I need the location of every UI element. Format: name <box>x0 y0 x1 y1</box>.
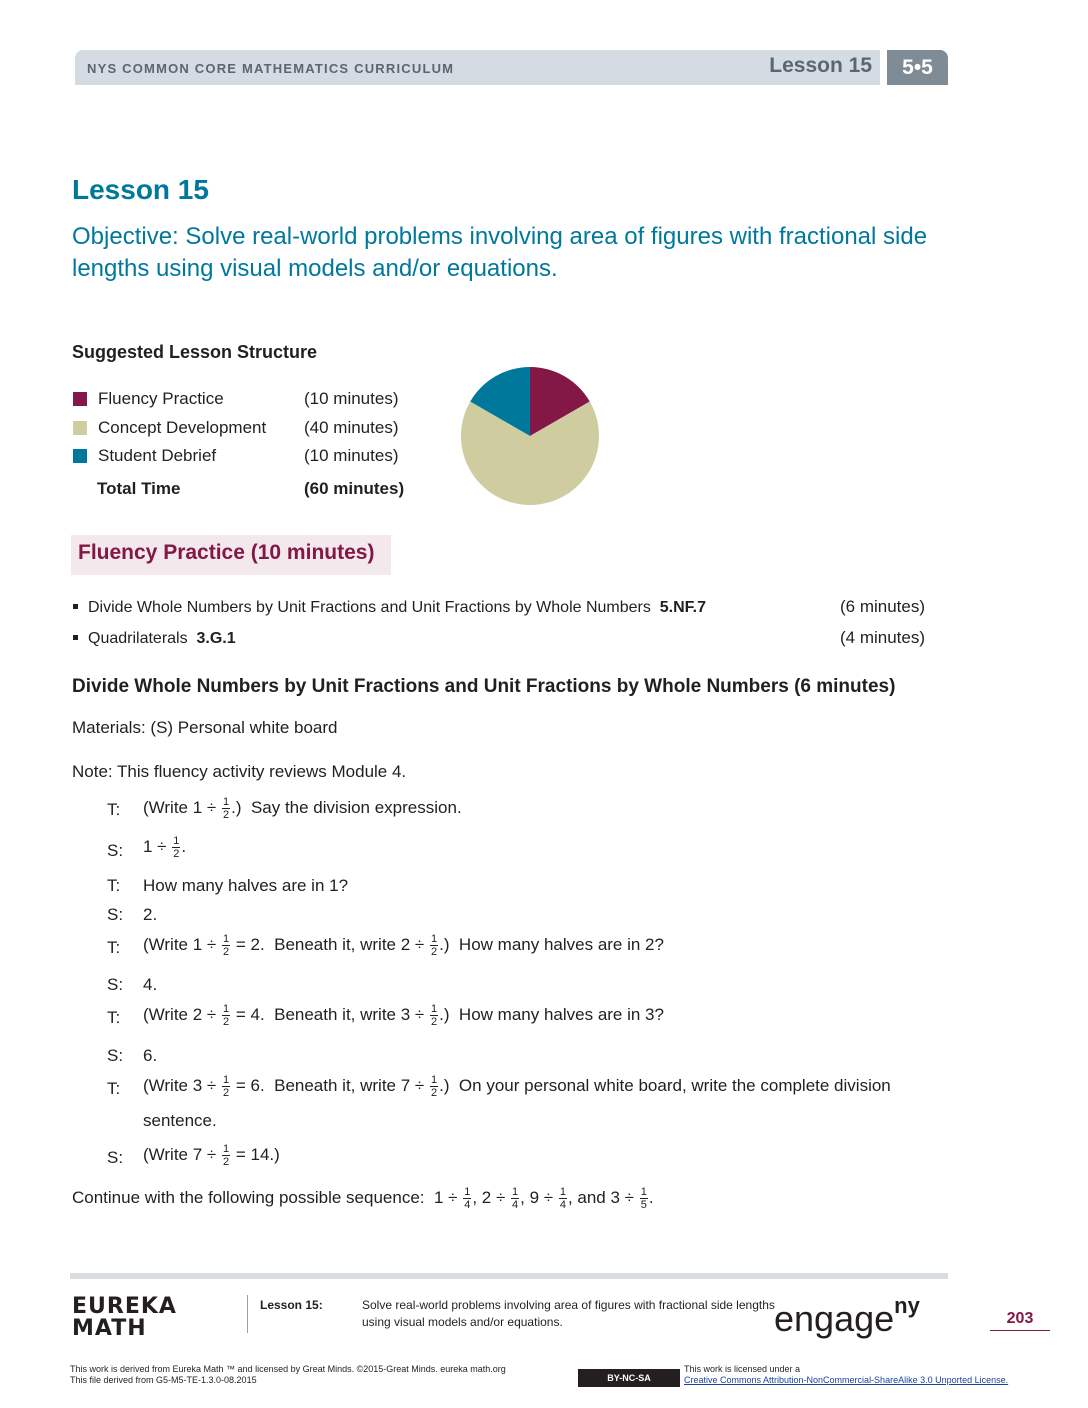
engageny-logo <box>774 1293 920 1340</box>
speaker-label: T: <box>107 876 121 895</box>
eureka-math-logo <box>72 1296 177 1340</box>
engage-sup: ny <box>894 1293 920 1318</box>
speaker-label: S: <box>107 975 124 994</box>
dialogue-line-continued: sentence. <box>143 1111 217 1130</box>
fluency-bullet <box>73 629 236 649</box>
total-time-label: Total Time <box>97 479 181 498</box>
speaker-label: S: <box>107 841 124 860</box>
dialogue-line: (Write 1 ÷ $\frac{1}{2}$ = 2. Beneath it, write 2 ÷ $\frac{1}{2}$ .) How many halves are in 2? <box>143 933 664 958</box>
dialogue-line: (Write 7 ÷ $\frac{1}{2}$ = 14.) <box>143 1143 280 1168</box>
bullet-text: Quadrilaterals <box>88 630 188 647</box>
bullet-minutes: (6 minutes) <box>840 597 926 616</box>
legend-swatch <box>73 449 87 463</box>
dialogue-line: How many halves are in 1? <box>143 876 349 895</box>
continue-text: Continue with the following possible sequence: <box>72 1187 425 1207</box>
dialogue-line: 2. <box>143 905 158 924</box>
footer-vertical-divider <box>247 1295 248 1333</box>
page-number: 203 <box>1006 1310 1034 1327</box>
continue-sequence: Continue with the following possible sequence: 1 ÷ $\frac{1}{4}$ , 2 ÷ $\frac{1}{4}$ , 9 ÷ $\frac{1}{4}$ , and 3 ÷ $\frac{1}{5}$ . <box>72 1186 654 1211</box>
page-number-underline <box>990 1330 1050 1331</box>
dialogue-line: 4. <box>143 975 158 994</box>
speaker-label: S: <box>107 1148 124 1167</box>
license-cc <box>684 1364 1008 1386</box>
structure-title: Suggested Lesson Structure <box>72 342 318 362</box>
engage-text: engage <box>774 1298 895 1339</box>
speaker-label: S: <box>107 1046 124 1065</box>
footer-lesson-label: Lesson 15: <box>260 1298 323 1312</box>
speaker-label: T: <box>107 938 121 957</box>
legend-label: Concept Development <box>98 418 267 437</box>
license-derived <box>70 1364 506 1386</box>
logo-line-1: EUREKA <box>72 1294 177 1319</box>
legend-minutes: (10 minutes) <box>304 389 399 408</box>
legend-minutes: (40 minutes) <box>304 418 399 437</box>
footer-lesson-objective: Solve real-world problems involving area of figures with fractional side lengths using visual models and/or equations. <box>362 1298 775 1329</box>
dialogue-line: 1 ÷ $\frac{1}{2}$ . <box>143 835 187 860</box>
legend-swatch <box>73 392 87 406</box>
objective: Objective: Solve real-world problems involving area of figures with fractional side lengths using visual models and/or equations. <box>72 223 928 282</box>
legend-label: Fluency Practice <box>98 389 224 408</box>
speaker-label: T: <box>107 1008 121 1027</box>
dialogue-line: (Write 2 ÷ $\frac{1}{2}$ = 4. Beneath it, write 3 ÷ $\frac{1}{2}$ .) How many halves are in 3? <box>143 1003 664 1028</box>
logo-line-2: MATH <box>72 1316 147 1341</box>
note: Note: This fluency activity reviews Module 4. <box>72 762 407 781</box>
license-line: This work is licensed under a <box>684 1364 801 1374</box>
cc-license-badge: BY-NC-SA <box>578 1369 680 1387</box>
fluency-heading: Fluency Practice (10 minutes) <box>78 541 375 564</box>
lesson-structure-pie-chart <box>457 363 603 509</box>
bullet-icon <box>73 604 78 609</box>
fluency-bullet <box>73 598 706 618</box>
bullet-icon <box>73 635 78 640</box>
dialogue-line: (Write 1 ÷ $\frac{1}{2}$ .) Say the division expression. <box>143 796 462 821</box>
license-line: This work is derived from Eureka Math ™ and licensed by Great Minds. ©2015-Great Minds. eureka math.org <box>70 1364 506 1374</box>
header-lesson: Lesson 15 <box>769 54 872 77</box>
speaker-label: S: <box>107 905 124 924</box>
license-line: This file derived from G5-M5-TE-1.3.0-08.2015 <box>70 1375 257 1385</box>
curriculum-title: NYS COMMON CORE MATHEMATICS CURRICULUM <box>87 61 455 76</box>
bullet-text: Divide Whole Numbers by Unit Fractions and Unit Fractions by Whole Numbers <box>88 599 651 616</box>
materials: Materials: (S) Personal white board <box>72 718 338 737</box>
legend-label: Student Debrief <box>98 446 217 465</box>
speaker-label: T: <box>107 1079 121 1098</box>
legend-minutes: (10 minutes) <box>304 446 399 465</box>
license-link[interactable]: Creative Commons Attribution-NonCommercial-ShareAlike 3.0 Unported License. <box>684 1375 1009 1385</box>
speaker-label: T: <box>107 800 121 819</box>
legend-swatch <box>73 421 87 435</box>
grade-module-badge: 5•5 <box>887 50 948 85</box>
bullet-standard: 5.NF.7 <box>659 599 707 616</box>
section-title: Divide Whole Numbers by Unit Fractions and Unit Fractions by Whole Numbers (6 minutes) <box>72 676 896 697</box>
footer-divider <box>70 1273 948 1279</box>
lesson-title: Lesson 15 <box>72 174 209 205</box>
total-time-minutes: (60 minutes) <box>304 479 405 498</box>
dialogue-line: (Write 3 ÷ $\frac{1}{2}$ = 6. Beneath it, write 7 ÷ $\frac{1}{2}$ .) On your personal white board, write the complete division <box>143 1074 891 1099</box>
bullet-minutes: (4 minutes) <box>840 628 926 647</box>
dialogue-line: 6. <box>143 1046 158 1065</box>
bullet-standard: 3.G.1 <box>196 630 236 647</box>
